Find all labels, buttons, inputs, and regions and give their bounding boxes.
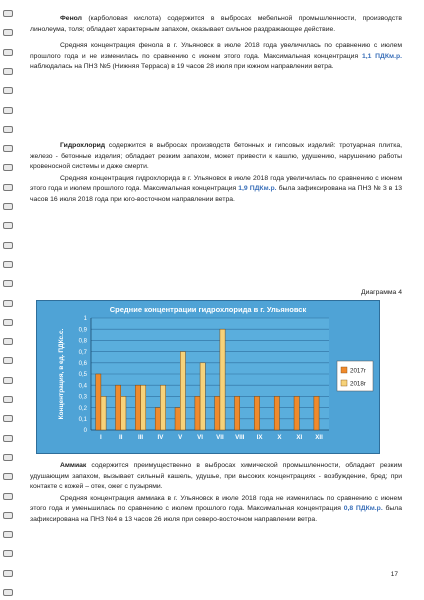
binder-ring [3,415,13,422]
bar-2017г [96,374,101,430]
bar-2017г [314,396,319,430]
binder-ring [3,10,13,17]
chart-svg [37,301,379,453]
y-tick-label: 0,6 [78,361,87,367]
bar-2018г [220,329,225,430]
bar-2017г [116,385,121,430]
x-tick-label: II [119,434,123,441]
binder-ring [3,184,13,191]
y-tick-label: 0,3 [78,394,87,401]
chart-title: Средние концентрации гидрохлорида в г. Ульяновск [109,305,307,314]
binder-ring [3,222,13,229]
x-tick-label: VI [197,434,204,441]
binder-ring [3,145,13,152]
binder-ring [3,493,13,500]
y-tick-label: 0 [83,428,87,435]
binder-ring [3,531,13,538]
binder-ring [3,242,13,249]
y-tick-label: 0,5 [78,372,87,379]
binder-ring [3,107,13,114]
binder-ring [3,300,13,307]
binder-ring [3,164,13,171]
hydrochloride-concentration: Средняя концентрация гидрохлорида в г. Ульяновск в июле 2018 года увеличилась по сравнению с июнем этого года и июлем прошлого года. Максимальная концентрация 1,9 ПДКм.р. была зафиксирована на ПНЗ № 3 в 13 часов 16 июля 2018 года при юго-восточном направлении ветра. [30,174,403,203]
ammonia-description: Аммиак содержится преимущественно в выбросах химической промышленности, обладает резким удушающим запахом, вызывает сильный кашель, удушье, при высоких концентрациях - возбуждение, бред; при контакте с кожей – отек, ожег с пузырями. [30,462,402,490]
bar-2017г [215,396,220,430]
binder-ring [3,377,13,384]
x-tick-label: IV [157,434,164,441]
y-tick-label: 0,8 [78,338,87,345]
y-tick-label: 0,4 [78,383,87,390]
bar-2017г [235,396,240,430]
binder-ring [3,512,13,519]
phenol-section [30,14,402,73]
ammonia-section [30,461,402,525]
y-tick-label: 0,2 [78,405,87,412]
binder-ring [3,357,13,364]
binder-ring [3,280,13,287]
binder-ring [3,261,13,268]
page-number: 17 [390,571,398,578]
hydrochloride-description: Гидрохлорид содержится в выбросах производств бетонных и гипсовых изделий: тротуарная плитка, железо - бетонные изделия; обладает резким запахом, может привести к кашлю, удушению, нарушению работы кровеносной системы и даже смерти. [30,142,402,170]
bar-2017г [135,385,140,430]
binder-ring [3,203,13,210]
bar-2018г [160,385,165,430]
x-tick-label: I [100,434,102,441]
x-tick-label: V [178,434,183,441]
binder-ring [3,29,13,36]
binder-ring [3,49,13,56]
binder-ring [3,589,13,596]
binder-ring [3,87,13,94]
bar-2018г [121,396,126,430]
document-page [30,0,408,600]
bar-2018г [141,385,146,430]
hydrochloride-chart [36,300,380,454]
bar-2017г [175,408,180,430]
x-tick-label: VII [216,434,224,441]
binder-ring [3,396,13,403]
x-tick-label: XII [315,434,323,441]
y-tick-label: 1 [83,316,87,323]
bar-2018г [101,396,106,430]
x-tick-label: X [277,434,282,441]
binder-ring [3,338,13,345]
phenol-concentration: Средняя концентрация фенола в г. Ульяновск в июле 2018 года увеличилась по сравнению с июлем прошлого года и не изменилась по сравнению с июнем этого года. Максимальная концентрация 1,1 ПДКм.р. наблюдалась на ПНЗ №5 (Нижняя Терраса) в 19 часов 28 июля при южном направлении ветра. [30,42,403,70]
binder-rings [0,0,14,600]
legend-label: 2018г [350,380,367,388]
hydrochloride-section [30,141,402,205]
binder-ring [3,570,13,577]
x-tick-label: IX [256,434,263,441]
legend-swatch [341,380,347,386]
legend-label: 2017г [350,367,367,375]
binder-ring [3,68,13,75]
binder-ring [3,319,13,326]
y-tick-label: 0,7 [78,349,87,356]
ammonia-concentration: Средняя концентрация аммиака в г. Ульяновск в июле 2018 года не изменилась по сравнению с июнем этого года и уменьшилась по сравнению с июлем прошлого года. Максимальная концентрация 0,8 ПДКм.р. была зафиксирована на ПНЗ №4 в 13 часов 26 июля при северо-восточном направлении ветра. [30,494,403,523]
x-tick-label: VIII [235,434,245,441]
bar-2017г [155,408,160,430]
figure-label: Диаграмма 4 [360,289,402,296]
x-tick-label: III [137,434,144,441]
binder-ring [3,473,13,480]
y-tick-label: 0,1 [78,417,87,423]
phenol-description: Фенол (карболовая кислота) содержится в выбросах мебельной промышленности, производств линолеума, толя; обладает характерным запахом, оказывает сильное раздражающее действие. [30,15,402,33]
bar-2017г [195,396,200,430]
binder-ring [3,435,13,442]
binder-ring [3,126,13,133]
y-tick-label: 0,9 [78,327,87,334]
binder-ring [3,454,13,461]
bar-2018г [200,363,205,430]
bar-2018г [180,352,185,430]
x-tick-label: XI [296,434,303,441]
legend-swatch [341,367,347,373]
bar-2017г [274,396,279,430]
bar-2017г [254,396,259,430]
binder-ring [3,550,13,557]
y-axis-label: Концентрация, в ед. ПДКс.с. [58,328,65,420]
bar-2017г [294,396,299,430]
